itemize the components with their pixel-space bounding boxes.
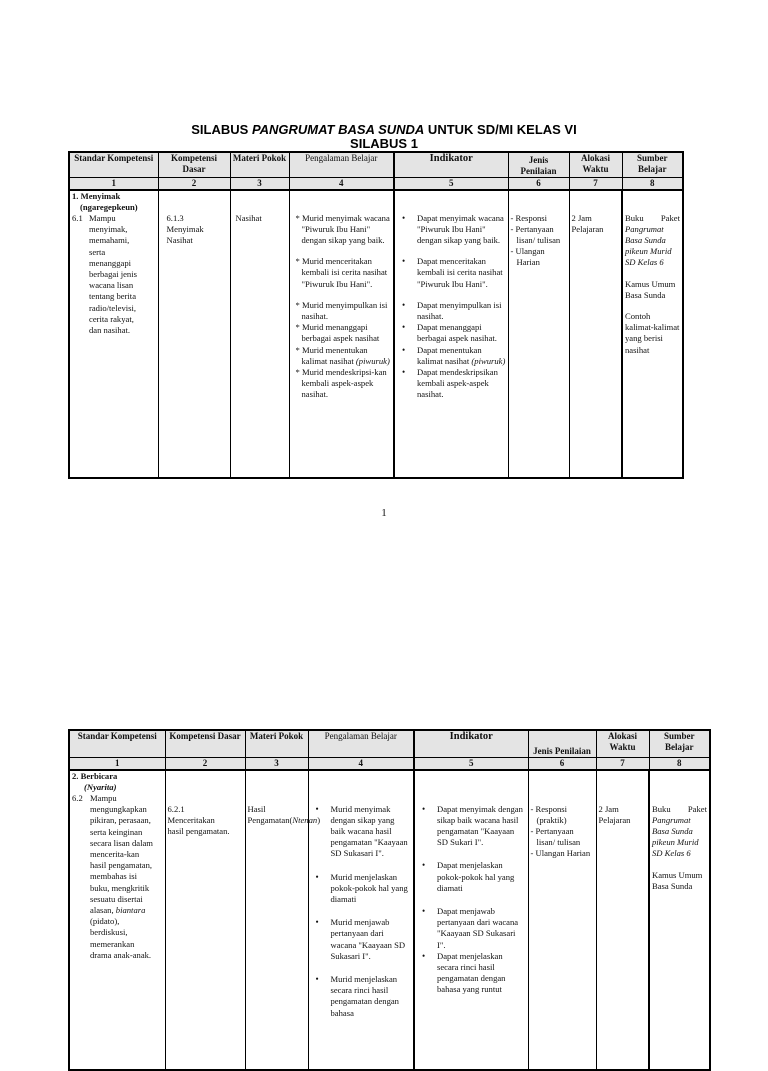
col-num: 6: [528, 757, 596, 770]
col-num: 7: [569, 177, 622, 190]
kd-text: Menyimak Nasihat: [166, 223, 204, 245]
standar-text: Mampu menyimak, memahami, serta menanggapi berbagai jenis wacana lisan tentang berita radio/televisi, cerita rakyat, dan nasihat.: [89, 212, 137, 335]
penilaian-item: - Pertanyaan lisan/ tulisan: [510, 223, 561, 245]
penilaian-item: - Ulangan Harian: [510, 246, 545, 268]
cell-sumber-belajar: [622, 190, 683, 478]
col-header-materi: Materi Pokok: [230, 152, 289, 177]
pengalaman-item: * Murid mendeskripsi-kan kembali aspek-aspek nasihat.: [295, 366, 387, 400]
kd-code: 6.1.3: [166, 212, 184, 223]
col-header-alokasi: Alokasi Waktu: [569, 152, 622, 177]
alokasi-text: 2 Jam Pelajaran: [598, 803, 631, 825]
pengalaman-item: * Murid menyimak wacana "Piwuruk Ibu Hani" dengan sikap yang baik.: [295, 212, 390, 245]
cell-standar: [69, 190, 158, 478]
cell-pengalaman: [289, 190, 394, 478]
sumber-kamus: Kamus Umum Basa Sunda: [625, 278, 676, 300]
indikator-item: • Dapat menjelaskan pokok-pokok hal yang diamati: [417, 860, 526, 894]
col-num: 5: [414, 757, 528, 770]
header-row: [69, 152, 683, 177]
cell-alokasi-waktu: [596, 770, 649, 1070]
cell-kompetensi-dasar: [158, 190, 230, 478]
cell-jenis-penilaian: [508, 190, 569, 478]
materi-text: Nasihat: [235, 212, 262, 223]
standar-code: 6.1: [72, 212, 83, 223]
page-number: 1: [381, 507, 387, 519]
alokasi-text: 2 Jam Pelajaran: [571, 212, 604, 234]
col-header-standar: Standar Kompetensi: [69, 730, 165, 757]
col-num: 4: [308, 757, 414, 770]
pengalaman-item: * Murid menyimpulkan isi nasihat.: [295, 299, 388, 321]
standar-heading: 1. Menyimak: [72, 190, 121, 201]
col-header-sumber: Sumber Belajar: [622, 152, 683, 177]
col-header-alokasi: Alokasi Waktu: [596, 730, 649, 757]
cell-materi-pokok: [230, 190, 289, 478]
col-header-kompetensi: Kompetensi Dasar: [165, 730, 245, 757]
col-header-jenis: Jenis Penilaian: [508, 152, 569, 177]
indikator-item: • Dapat menjawab pertanyaan dari wacana "Kaayaan SD Sukasari I".: [417, 906, 526, 951]
kd-code: 6.2.1: [167, 803, 185, 814]
col-header-sumber: Sumber Belajar: [649, 730, 710, 757]
pengalaman-item: • Murid menjelaskan pokok-pokok hal yang diamati: [311, 872, 412, 906]
col-num: 1: [69, 757, 165, 770]
col-num: 2: [158, 177, 230, 190]
penilaian-item: - Responsi: [510, 212, 548, 223]
column-number-row: [69, 757, 710, 770]
indikator-item: • Dapat menceritakan kembali isi cerita nasihat "Piwuruk Ibu Hani".: [397, 256, 506, 290]
sumber-book: Buku Paket: [625, 212, 680, 223]
col-header-kompetensi: Kompetensi Dasar: [158, 152, 230, 177]
sumber-book-title: Pangrumat Basa Sunda pikeun Murid SD Kelas 6: [652, 814, 699, 859]
cell-materi-pokok: [245, 770, 321, 1070]
cell-indikator: [414, 770, 528, 1070]
col-num: 5: [394, 177, 508, 190]
cell-pengalaman: [308, 770, 414, 1070]
penilaian-item: - Ulangan Harian: [530, 848, 591, 859]
standar-code: 6.2: [72, 792, 83, 803]
cell-jenis-penilaian: [528, 770, 596, 1070]
standar-heading-sub: (Nyarita): [84, 781, 117, 792]
col-header-jenis: Jenis Penilaian: [528, 730, 596, 757]
col-num: 4: [289, 177, 394, 190]
penilaian-item: - Pertanyaan lisan/ tulisan: [530, 825, 581, 848]
col-num: 2: [165, 757, 245, 770]
col-header-indikator: Indikator: [414, 730, 528, 757]
pengalaman-item: * Murid menanggapi berbagai aspek nasihat: [295, 322, 380, 344]
syllabus-table-2: [68, 729, 711, 1071]
col-num: 6: [508, 177, 569, 190]
pengalaman-item: • Murid menjawab pertanyaan dari wacana "Kaayaan SD Sukasari I".: [311, 917, 412, 962]
kd-text: Menceritakan hasil pengamatan.: [167, 814, 230, 836]
title-prefix: SILABUS: [191, 122, 252, 137]
col-header-standar: Standar Kompetensi: [69, 152, 158, 177]
indikator-item: • Dapat menentukan kalimat nasihat (piwuruk): [397, 345, 506, 367]
col-header-pengalaman: Pengalaman Belajar: [308, 730, 414, 757]
penilaian-item: - Responsi (praktik): [530, 803, 568, 825]
standar-heading-sub: (ngaregepkeun): [80, 201, 138, 212]
column-number-row: [69, 177, 683, 190]
indikator-item: • Dapat menyimak dengan sikap baik wacana hasil pengamatan "Kaayaan SD Sukari I".: [417, 804, 526, 849]
indikator-item: • Dapat menyimak wacana "Piwuruk Ibu Hani" dengan sikap yang baik.: [397, 213, 506, 247]
sumber-contoh: Contoh kalimat-kalimat yang berisi nasihat: [625, 310, 680, 355]
title-italic: PANGRUMAT BASA SUNDA: [251, 122, 425, 137]
col-num: 3: [230, 177, 289, 190]
header-row: [69, 730, 710, 757]
col-num: 1: [69, 177, 158, 190]
standar-heading: 2. Berbicara: [72, 770, 118, 781]
col-num: 3: [245, 757, 308, 770]
col-header-indikator: Indikator: [394, 152, 508, 177]
cell-kompetensi-dasar: [165, 770, 245, 1070]
document-subtitle: SILABUS 1: [350, 136, 418, 151]
pengalaman-item: • Murid menjelaskan secara rinci hasil pengamatan dengan bahasa: [311, 974, 412, 1019]
sumber-book-title: Pangrumat Basa Sunda pikeun Murid SD Kelas 6: [625, 223, 672, 268]
cell-alokasi-waktu: [569, 190, 622, 478]
col-num: 7: [596, 757, 649, 770]
col-header-pengalaman: Pengalaman Belajar: [289, 152, 394, 177]
table-row: [69, 190, 683, 478]
standar-text: Mampu mengungkapkan pikiran, perasaan, serta keinginan secara lisan dalam mencerita-kan hasil pengamatan, membahas isi buku, mengkritik sesuatu disertai alasan, biantara (pidato), berdiskusi, memerankan drama anak-anak.: [90, 792, 153, 960]
indikator-item: • Dapat menjelaskan secara rinci hasil pengamatan dengan bahasa yang runtut: [417, 951, 526, 996]
materi-text: Hasil Pengamatan(Ntenan): [247, 803, 321, 825]
cell-sumber-belajar: [649, 770, 710, 1070]
syllabus-table-1: [68, 151, 684, 479]
pengalaman-item: • Murid menyimak dengan sikap yang baik wacana hasil pengamatan "Kaayaan SD Sukasari I".: [311, 804, 412, 860]
col-num: 8: [622, 177, 683, 190]
col-num: 8: [649, 757, 710, 770]
sumber-book: Buku Paket: [652, 803, 707, 814]
pengalaman-item: * Murid menentukan kalimat nasihat (piwuruk): [295, 344, 390, 366]
sumber-kamus: Kamus Umum Basa Sunda: [652, 869, 703, 891]
cell-standar: [69, 770, 165, 1070]
table-row: [69, 770, 710, 1070]
col-header-materi: Materi Pokok: [245, 730, 308, 757]
pengalaman-item: * Murid menceritakan kembali isi cerita nasihat "Piwuruk Ibu Hani".: [295, 256, 388, 289]
document-title: [0, 123, 768, 137]
cell-indikator: [394, 190, 508, 478]
indikator-item: • Dapat menyimpulkan isi nasihat.: [397, 300, 506, 322]
indikator-item: • Dapat menanggapi berbagai aspek nasihat.: [397, 322, 506, 344]
title-suffix: UNTUK SD/MI KELAS VI: [424, 122, 577, 137]
indikator-item: • Dapat mendeskripsikan kembali aspek-aspek nasihat.: [397, 367, 506, 401]
